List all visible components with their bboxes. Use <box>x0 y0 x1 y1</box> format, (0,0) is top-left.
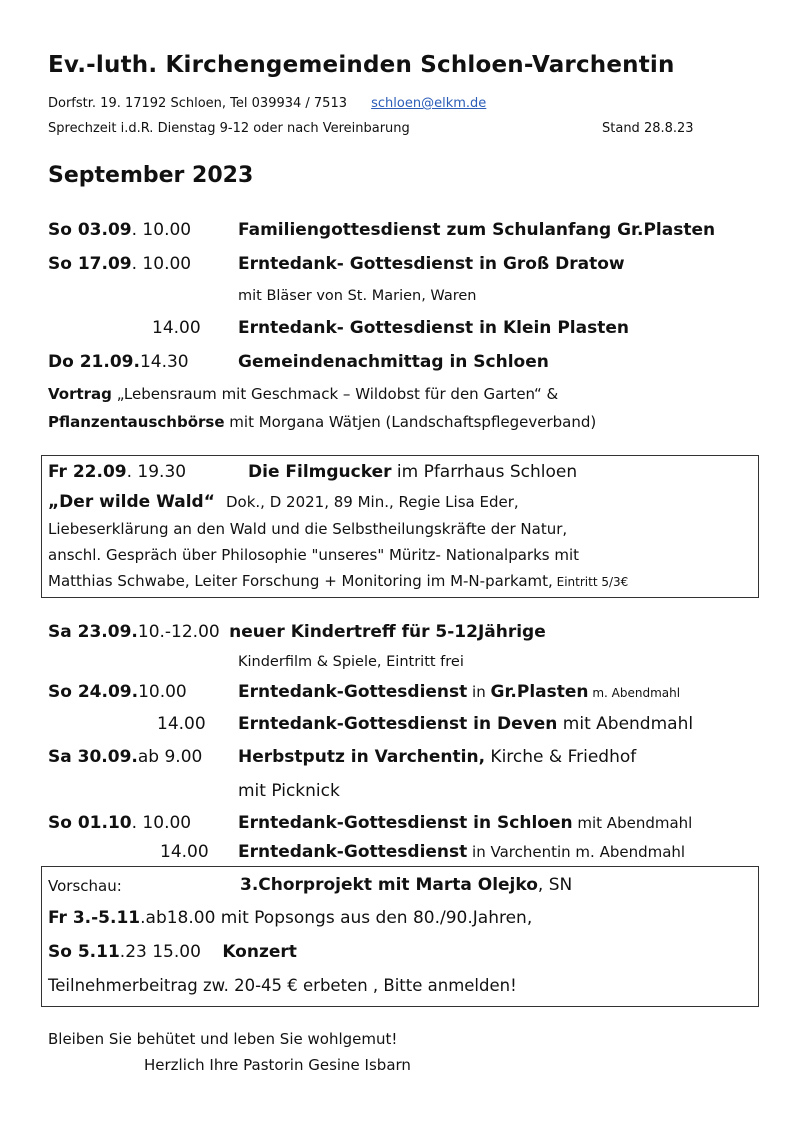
event-title: Herbstputz in Varchentin, <box>238 747 486 767</box>
event-title: Gemeindenachmittag in Schloen <box>238 352 549 372</box>
event-title-line <box>248 462 577 482</box>
event-date: So 24.09. <box>48 682 139 702</box>
rehearsal-text: mit Popsongs aus den 80./90.Jahren, <box>215 908 533 928</box>
event-date: Fr 22.09 <box>48 462 127 482</box>
event-title-line <box>238 813 692 833</box>
event-time: . 19.30 <box>126 462 187 482</box>
office-hours: Sprechzeit i.d.R. Dienstag 9-12 oder nach Vereinbarung <box>48 121 410 136</box>
event-time: 10.00 <box>138 682 187 702</box>
event-date: So 01.10 <box>48 813 132 833</box>
rehearsal-time: .ab18.00 <box>140 908 216 928</box>
movie-line <box>48 492 519 512</box>
event-place: im Pfarrhaus Schloen <box>391 462 578 482</box>
movie-title: „Der wilde Wald“ <box>48 492 215 512</box>
event-date: So 17.09 <box>48 254 132 274</box>
event-time: . 10.00 <box>131 220 192 240</box>
event-title: neuer Kindertreff für 5-12Jährige <box>229 622 546 642</box>
movie-speaker <box>48 572 628 590</box>
plant-swap-text: mit Morgana Wätjen (Landschaftspflegeverband) <box>224 413 597 431</box>
event-row <box>48 220 191 240</box>
movie-discussion: anschl. Gespräch über Philosophie "unseres" Müritz- Nationalparks mit <box>48 546 580 564</box>
event-row <box>48 682 187 702</box>
event-title: Erntedank-Gottesdienst in Deven <box>238 714 558 734</box>
event-title: Erntedank-Gottesdienst in Schloen <box>238 813 573 833</box>
event-row <box>48 622 546 642</box>
event-row <box>48 747 202 767</box>
event-time: ab 9.00 <box>137 747 203 767</box>
event-time: 14.00 <box>160 842 209 862</box>
event-time: 14.00 <box>157 714 206 734</box>
event-title: Erntedank-Gottesdienst <box>238 842 468 862</box>
event-title: Erntedank- Gottesdienst in Klein Plasten <box>238 318 629 338</box>
event-connector: in <box>467 683 491 701</box>
address-line <box>48 96 486 111</box>
event-subtitle: mit Bläser von St. Marien, Waren <box>238 288 477 304</box>
event-date: Sa 30.09. <box>48 747 138 767</box>
event-extra: in Varchentin m. Abendmahl <box>467 843 686 861</box>
event-row <box>48 254 191 274</box>
event-title: Erntedank- Gottesdienst in Groß Dratow <box>238 254 625 274</box>
rehearsal-date: Fr 3.-5.11 <box>48 908 141 928</box>
event-subtitle: Kinderfilm & Spiele, Eintritt frei <box>238 654 464 670</box>
closing-greeting: Bleiben Sie behütet und leben Sie wohlgemut! <box>48 1030 398 1048</box>
event-date: So 03.09 <box>48 220 132 240</box>
event-title: Erntedank-Gottesdienst <box>238 682 468 702</box>
signature: Herzlich Ihre Pastorin Gesine Isbarn <box>144 1056 411 1074</box>
concert-time: .23 15.00 <box>119 942 201 962</box>
event-extra: Kirche & Friedhof <box>485 747 637 767</box>
lecture-text: „Lebensraum mit Geschmack – Wildobst für den Garten“ & <box>111 385 559 403</box>
preview-title-extra: , SN <box>537 875 573 895</box>
parish-title: Ev.-luth. Kirchengemeinden Schloen-Varchentin <box>48 52 675 78</box>
plant-swap-label: Pflanzentauschbörse <box>48 413 225 431</box>
stand-date: Stand 28.8.23 <box>602 121 694 136</box>
event-detail <box>48 413 596 431</box>
event-place: Gr.Plasten <box>490 682 589 702</box>
event-subtitle: mit Picknick <box>238 781 340 801</box>
preview-rehearsal <box>48 908 532 928</box>
speaker-text: Matthias Schwabe, Leiter Forschung + Monitoring im M-N-parkamt, <box>48 572 553 590</box>
event-title-line <box>238 747 636 767</box>
event-time: 14.30 <box>139 352 189 372</box>
concert-title: Konzert <box>222 942 297 962</box>
preview-label: Vorschau: <box>48 877 122 895</box>
movie-info: Dok., D 2021, 89 Min., Regie Lisa Eder, <box>225 493 519 511</box>
event-title: Familiengottesdienst zum Schulanfang Gr.Plasten <box>238 220 716 240</box>
address: Dorfstr. 19. 17192 Schloen, Tel 039934 / 7513 <box>48 96 347 111</box>
event-extra: m. Abendmahl <box>588 686 681 700</box>
event-title-line <box>238 682 680 702</box>
preview-concert <box>48 942 297 962</box>
event-time: 14.00 <box>152 318 201 338</box>
preview-fee: Teilnehmerbeitrag zw. 20-45 € erbeten , Bitte anmelden! <box>48 976 517 995</box>
email-link[interactable]: schloen@elkm.de <box>371 96 487 111</box>
month-heading: September 2023 <box>48 163 254 188</box>
event-time: . 10.00 <box>131 254 192 274</box>
event-row <box>48 352 189 372</box>
preview-title: 3.Chorprojekt mit Marta Olejko <box>240 875 538 895</box>
event-extra: mit Abendmahl <box>557 714 694 734</box>
event-extra: mit Abendmahl <box>572 814 693 832</box>
lecture-label: Vortrag <box>48 385 112 403</box>
concert-date: So 5.11 <box>48 942 120 962</box>
event-date: Sa 23.09. <box>48 622 138 642</box>
entry-fee: Eintritt 5/3€ <box>552 575 629 589</box>
event-time: . 10.00 <box>131 813 192 833</box>
event-title-line <box>238 842 685 862</box>
event-detail <box>48 385 558 403</box>
preview-title-line <box>240 875 572 895</box>
event-date: Do 21.09. <box>48 352 140 372</box>
event-title: Die Filmgucker <box>248 462 392 482</box>
event-time: 10.-12.00 <box>137 622 220 642</box>
event-row <box>48 462 186 482</box>
movie-description: Liebeserklärung an den Wald und die Selbstheilungskräfte der Natur, <box>48 520 568 538</box>
event-row <box>48 813 191 833</box>
event-title-line <box>238 714 693 734</box>
